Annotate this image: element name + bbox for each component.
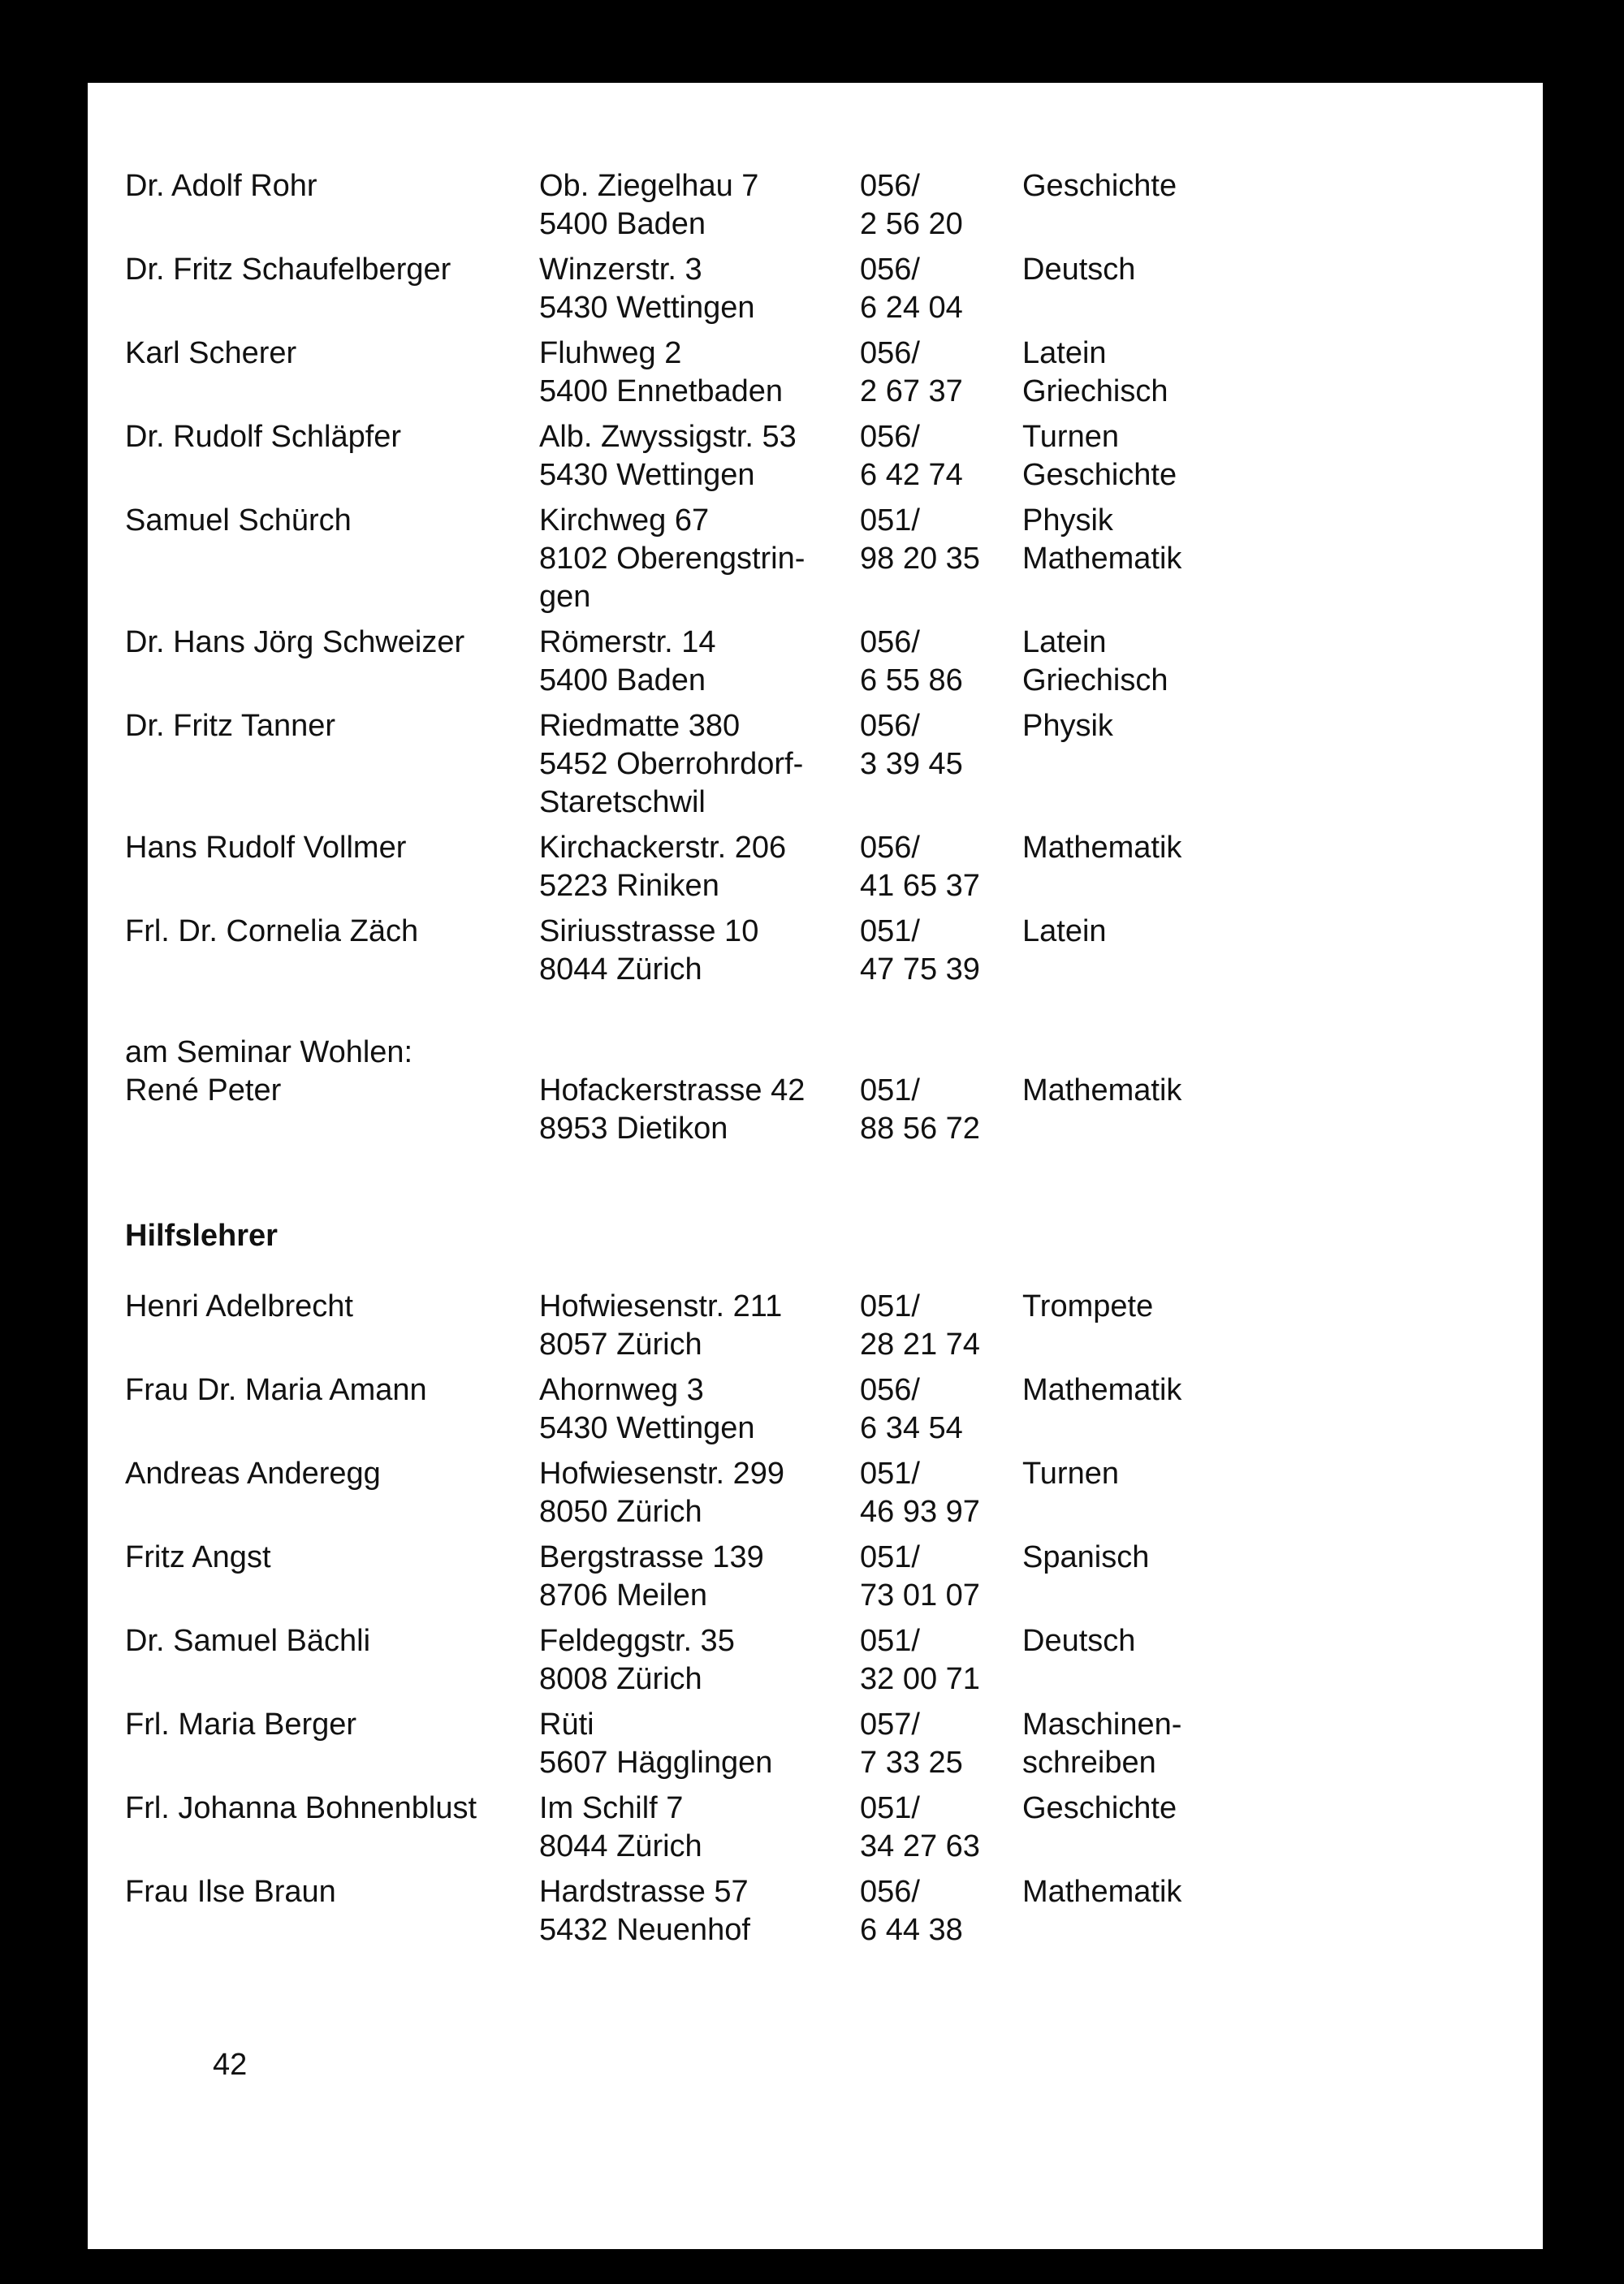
entry-subjects-line: Geschichte xyxy=(1022,458,1177,492)
page-number: 42 xyxy=(213,2048,248,2082)
directory-entry xyxy=(125,502,1343,616)
entry-subjects xyxy=(1022,167,1266,244)
directory-entry xyxy=(125,1371,1343,1448)
directory-entry xyxy=(125,1873,1343,1949)
entry-phone-line: 056/ xyxy=(860,169,920,203)
entry-subjects-line: Deutsch xyxy=(1022,253,1136,287)
entry-address-line: 8706 Meilen xyxy=(539,1578,708,1613)
entry-address-line: 5430 Wettingen xyxy=(539,291,755,325)
directory-entry xyxy=(125,829,1343,905)
entry-name: Andreas Anderegg xyxy=(125,1457,381,1491)
entry-phone-line: 6 34 54 xyxy=(860,1411,963,1445)
entry-address-line: 5223 Riniken xyxy=(539,869,719,903)
entry-subjects xyxy=(1022,624,1266,700)
entry-address xyxy=(539,1706,860,1782)
entry-address-line: 8008 Zürich xyxy=(539,1662,702,1696)
entry-address-line: 8050 Zürich xyxy=(539,1495,702,1529)
entry-phone xyxy=(860,1288,1022,1364)
entry-phone xyxy=(860,1622,1022,1699)
entry-subjects-line: Maschinen- xyxy=(1022,1708,1182,1742)
entry-name: Hans Rudolf Vollmer xyxy=(125,831,407,865)
entry-phone-line: 056/ xyxy=(860,1373,920,1407)
entry-phone-line: 73 01 07 xyxy=(860,1578,980,1613)
entry-address-line: 8057 Zürich xyxy=(539,1328,702,1362)
entry-subjects xyxy=(1022,1622,1266,1699)
entry-phone-line: 056/ xyxy=(860,625,920,659)
entry-subjects xyxy=(1022,1455,1266,1531)
entry-address-line: Feldeggstr. 35 xyxy=(539,1624,735,1658)
entry-subjects xyxy=(1022,1288,1266,1364)
entry-phone xyxy=(860,251,1022,327)
directory-entry xyxy=(125,1539,1343,1615)
entry-phone xyxy=(860,418,1022,494)
entry-subjects xyxy=(1022,1873,1266,1949)
directory-entry xyxy=(125,1455,1343,1531)
entry-address xyxy=(539,624,860,700)
entry-phone-line: 47 75 39 xyxy=(860,952,980,987)
directory-entry xyxy=(125,1706,1343,1782)
entry-phone-line: 051/ xyxy=(860,914,920,948)
entry-address-line: Im Schilf 7 xyxy=(539,1791,684,1825)
entry-phone-line: 7 33 25 xyxy=(860,1746,963,1780)
entry-subjects-line: Mathematik xyxy=(1022,831,1182,865)
teachers-list xyxy=(125,167,1343,989)
entry-subjects xyxy=(1022,335,1266,411)
entry-name: René Peter xyxy=(125,1073,282,1107)
entry-subjects xyxy=(1022,1539,1266,1615)
entry-phone xyxy=(860,913,1022,989)
entry-phone-line: 32 00 71 xyxy=(860,1662,980,1696)
seminar-list xyxy=(125,1072,1343,1148)
entry-phone-line: 051/ xyxy=(860,1457,920,1491)
entry-address-line: Rüti xyxy=(539,1708,594,1742)
entry-subjects-line: Latein xyxy=(1022,625,1107,659)
entry-phone-line: 056/ xyxy=(860,709,920,743)
hilfslehrer-title: Hilfslehrer xyxy=(125,1219,278,1253)
entry-subjects xyxy=(1022,502,1266,616)
entry-phone-line: 051/ xyxy=(860,1540,920,1574)
entry-address xyxy=(539,1539,860,1615)
entry-address-line: 8102 Oberengstrin- xyxy=(539,542,806,576)
directory-entry xyxy=(125,913,1343,989)
entry-subjects-line: Geschichte xyxy=(1022,1791,1177,1825)
entry-address xyxy=(539,1072,860,1148)
entry-subjects-line: Turnen xyxy=(1022,420,1119,454)
entry-address xyxy=(539,1873,860,1949)
entry-subjects xyxy=(1022,418,1266,494)
directory-entry xyxy=(125,1790,1343,1866)
entry-name: Dr. Rudolf Schläpfer xyxy=(125,420,402,454)
entry-subjects xyxy=(1022,251,1266,327)
entry-address-line: 5400 Baden xyxy=(539,663,706,697)
entry-name: Dr. Samuel Bächli xyxy=(125,1624,371,1658)
entry-phone xyxy=(860,829,1022,905)
entry-subjects-line: Turnen xyxy=(1022,1457,1119,1491)
entry-name: Frau Dr. Maria Amann xyxy=(125,1373,427,1407)
directory-entry xyxy=(125,624,1343,700)
entry-address-line: gen xyxy=(539,580,591,614)
entry-subjects-line: Griechisch xyxy=(1022,663,1168,697)
entry-subjects xyxy=(1022,1790,1266,1866)
entry-phone-line: 88 56 72 xyxy=(860,1112,980,1146)
entry-phone-line: 056/ xyxy=(860,253,920,287)
entry-phone-line: 41 65 37 xyxy=(860,869,980,903)
entry-name: Karl Scherer xyxy=(125,336,297,370)
directory-entry xyxy=(125,707,1343,822)
directory-entry xyxy=(125,335,1343,411)
entry-address-line: Fluhweg 2 xyxy=(539,336,682,370)
entry-address xyxy=(539,335,860,411)
hilfslehrer-list xyxy=(125,1288,1343,1949)
entry-phone-line: 6 44 38 xyxy=(860,1913,963,1947)
entry-address-line: Kirchackerstr. 206 xyxy=(539,831,787,865)
entry-name: Frl. Johanna Bohnenblust xyxy=(125,1791,477,1825)
entry-subjects-line: Griechisch xyxy=(1022,374,1168,408)
entry-address-line: 5452 Oberrohrdorf- xyxy=(539,747,804,781)
entry-subjects xyxy=(1022,1706,1266,1782)
entry-phone-line: 6 42 74 xyxy=(860,458,963,492)
entry-subjects-line: Mathematik xyxy=(1022,1373,1182,1407)
entry-phone xyxy=(860,624,1022,700)
entry-address-line: Ahornweg 3 xyxy=(539,1373,704,1407)
entry-address-line: Hofackerstrasse 42 xyxy=(539,1073,806,1107)
entry-phone-line: 056/ xyxy=(860,420,920,454)
entry-subjects-line: schreiben xyxy=(1022,1746,1156,1780)
entry-address xyxy=(539,418,860,494)
entry-address-line: Siriusstrasse 10 xyxy=(539,914,759,948)
entry-address xyxy=(539,502,860,616)
entry-subjects-line: Mathematik xyxy=(1022,1875,1182,1909)
entry-phone-line: 28 21 74 xyxy=(860,1328,980,1362)
seminar-heading: am Seminar Wohlen: xyxy=(125,1035,413,1069)
directory-entry xyxy=(125,418,1343,494)
entry-address xyxy=(539,1790,860,1866)
entry-address-line: Riedmatte 380 xyxy=(539,709,741,743)
entry-phone xyxy=(860,335,1022,411)
entry-address-line: Hofwiesenstr. 299 xyxy=(539,1457,785,1491)
entry-name: Dr. Fritz Schaufelberger xyxy=(125,253,451,287)
entry-phone-line: 051/ xyxy=(860,1073,920,1107)
entry-phone xyxy=(860,1455,1022,1531)
entry-address-line: 5430 Wettingen xyxy=(539,1411,755,1445)
entry-address xyxy=(539,1288,860,1364)
entry-name: Frl. Dr. Cornelia Zäch xyxy=(125,914,419,948)
entry-phone xyxy=(860,707,1022,822)
entry-phone-line: 34 27 63 xyxy=(860,1829,980,1863)
entry-name: Henri Adelbrecht xyxy=(125,1289,353,1323)
entry-name: Dr. Adolf Rohr xyxy=(125,169,317,203)
entry-phone-line: 6 55 86 xyxy=(860,663,963,697)
entry-phone-line: 3 39 45 xyxy=(860,747,963,781)
entry-phone xyxy=(860,1706,1022,1782)
entry-subjects xyxy=(1022,913,1266,989)
entry-address xyxy=(539,913,860,989)
entry-phone-line: 2 56 20 xyxy=(860,207,963,241)
entry-subjects-line: Latein xyxy=(1022,336,1107,370)
entry-phone xyxy=(860,167,1022,244)
directory-entry xyxy=(125,167,1343,244)
entry-name: Dr. Hans Jörg Schweizer xyxy=(125,625,465,659)
entry-address xyxy=(539,707,860,822)
entry-subjects-line: Latein xyxy=(1022,914,1107,948)
entry-address-line: Kirchweg 67 xyxy=(539,503,710,538)
directory-entry xyxy=(125,1622,1343,1699)
entry-subjects-line: Trompete xyxy=(1022,1289,1154,1323)
entry-name: Frau Ilse Braun xyxy=(125,1875,336,1909)
entry-address-line: 5400 Baden xyxy=(539,207,706,241)
entry-address xyxy=(539,1371,860,1448)
entry-subjects xyxy=(1022,707,1266,822)
directory-entry xyxy=(125,1072,1343,1148)
entry-address-line: Hofwiesenstr. 211 xyxy=(539,1289,783,1323)
entry-subjects xyxy=(1022,1072,1266,1148)
entry-address-line: 5607 Hägglingen xyxy=(539,1746,773,1780)
entry-subjects-line: Mathematik xyxy=(1022,542,1182,576)
entry-address-line: Winzerstr. 3 xyxy=(539,253,702,287)
entry-subjects-line: Physik xyxy=(1022,503,1113,538)
entry-address-line: Römerstr. 14 xyxy=(539,625,716,659)
entry-address-line: Ob. Ziegelhau 7 xyxy=(539,169,759,203)
entry-address xyxy=(539,1455,860,1531)
entry-subjects-line: Physik xyxy=(1022,709,1113,743)
entry-phone-line: 056/ xyxy=(860,831,920,865)
entry-phone-line: 056/ xyxy=(860,1875,920,1909)
entry-phone-line: 051/ xyxy=(860,1791,920,1825)
entry-address-line: 8953 Dietikon xyxy=(539,1112,728,1146)
entry-address-line: Bergstrasse 139 xyxy=(539,1540,764,1574)
entry-phone-line: 98 20 35 xyxy=(860,542,980,576)
entry-subjects xyxy=(1022,829,1266,905)
directory-entry xyxy=(125,1288,1343,1364)
entry-address-line: 5400 Ennetbaden xyxy=(539,374,784,408)
entry-phone xyxy=(860,1371,1022,1448)
entry-address-line: 5432 Neuenhof xyxy=(539,1913,750,1947)
entry-phone-line: 2 67 37 xyxy=(860,374,963,408)
entry-subjects-line: Deutsch xyxy=(1022,1624,1136,1658)
entry-address-line: Staretschwil xyxy=(539,785,706,819)
entry-address-line: 8044 Zürich xyxy=(539,1829,702,1863)
entry-name: Dr. Fritz Tanner xyxy=(125,709,336,743)
entry-phone xyxy=(860,1790,1022,1866)
entry-subjects-line: Geschichte xyxy=(1022,169,1177,203)
entry-address xyxy=(539,167,860,244)
entry-name: Frl. Maria Berger xyxy=(125,1708,357,1742)
entry-name: Samuel Schürch xyxy=(125,503,352,538)
entry-phone-line: 051/ xyxy=(860,1624,920,1658)
entry-phone xyxy=(860,502,1022,616)
entry-address-line: Alb. Zwyssigstr. 53 xyxy=(539,420,797,454)
directory-entry xyxy=(125,251,1343,327)
entry-address-line: 8044 Zürich xyxy=(539,952,702,987)
entry-phone xyxy=(860,1873,1022,1949)
entry-address-line: 5430 Wettingen xyxy=(539,458,755,492)
entry-phone xyxy=(860,1072,1022,1148)
entry-address xyxy=(539,829,860,905)
entry-phone-line: 051/ xyxy=(860,503,920,538)
entry-subjects xyxy=(1022,1371,1266,1448)
directory-content xyxy=(125,167,1343,1957)
entry-address-line: Hardstrasse 57 xyxy=(539,1875,749,1909)
entry-subjects-line: Mathematik xyxy=(1022,1073,1182,1107)
entry-address xyxy=(539,1622,860,1699)
entry-name: Fritz Angst xyxy=(125,1540,271,1574)
entry-address xyxy=(539,251,860,327)
entry-subjects-line: Spanisch xyxy=(1022,1540,1150,1574)
entry-phone-line: 6 24 04 xyxy=(860,291,963,325)
entry-phone-line: 057/ xyxy=(860,1708,920,1742)
entry-phone-line: 46 93 97 xyxy=(860,1495,980,1529)
entry-phone-line: 051/ xyxy=(860,1289,920,1323)
entry-phone xyxy=(860,1539,1022,1615)
entry-phone-line: 056/ xyxy=(860,336,920,370)
